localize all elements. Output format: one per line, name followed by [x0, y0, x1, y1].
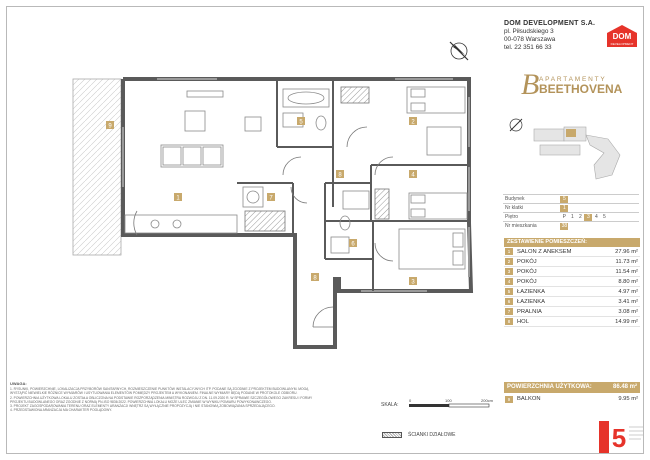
room-row: 3 POKÓJ 11.54 m²: [504, 267, 640, 277]
floor-plan: [7, 7, 497, 377]
rooms-heading: ZESTAWIENIE POMIESZCZEŃ:: [504, 238, 640, 247]
meta-row-unit: Nr mieszkania 38: [503, 222, 639, 231]
scale-label: SKALA:: [381, 402, 399, 408]
room-label-8b: 8: [313, 275, 317, 282]
room-row: 2 POKÓJ 11.73 m²: [504, 257, 640, 267]
total-label: POWIERZCHNIA UŻYTKOWA:: [507, 384, 592, 390]
balcony-row: 9 BALKON 9.95 m²: [504, 394, 640, 404]
svg-text:100: 100: [445, 398, 452, 403]
room-label-2: 2: [411, 119, 415, 126]
unit-info-table: [503, 194, 639, 231]
room-label-4: 4: [411, 172, 415, 179]
developer-phone: tel. 22 351 66 33: [504, 44, 552, 51]
total-area: [504, 382, 640, 393]
room-row: 6 ŁAZIENKA 3.41 m²: [504, 297, 640, 307]
dom-logo: [605, 23, 639, 49]
brand-top: APARTAMENTY: [539, 76, 607, 83]
room-row: 8 HOL 14.99 m²: [504, 317, 640, 327]
developer-info: [504, 20, 595, 52]
inner-walls: [237, 79, 469, 291]
partition-swatch: [382, 432, 402, 438]
room-label-5: 5: [299, 119, 303, 126]
developer-street: pl. Piłsudskiego 3: [504, 28, 554, 35]
room-label-7: 7: [269, 195, 273, 202]
total-value: 86.48 m²: [612, 384, 637, 390]
room-row: 7 PRALNIA 3.08 m²: [504, 307, 640, 317]
notes-block: UWAGA: 1. RYSUNKI, POWIERZCHNIE, LOKALIZACJA PRZYBORÓW SANITARNYCH, ROZMIESZCZENIE PUNKTÓW INSTALACYJNYCH ITP. PODANE SĄ ZGODNIE Z PROJEKTEM BUDOWLANYM. MOGĄ WYSTĄPIĆ NIEWIELKIE RÓŻNICE WYMIARÓW I USYTUOWANIA ELEMENTÓW POMIĘDZY PROJEKTEM A WYKONANIEM. FINALNE WYMIARY BĘDĄ PODANE W PROTOKOLE ODBIORU. 2. POWIERZCHNIA UŻYTKOWA LOKALU ZOSTAŁA OBLICZONA NA PODSTAWIE ROZPORZĄDZENIA MINISTRA ROZWOJU Z DN. 11.09.2020 R. W SPRAWIE SZCZEGÓŁOWEGO ZAKRESU I FORMY PROJEKTU BUDOWLANEGO ORAZ ZGODNIE Z NORMĄ PN-ISO 9836:2022. POWIERZCHNIA LOKALU MOŻE ULEC ZMIANIE W WYNIKU POMIARU POWYKONAWCZEGO. 3. PROJEKT ZAGOSPODAROWANIA TERENU ORAZ ELEMENTY ARANŻACJI WNĘTRZ SĄ WYŁĄCZNIE PROPOZYCJĄ I NIE STANOWIĄ ZOBOWIĄZANIA SPRZEDAJĄCEGO. 4. PRZEDSTAWIONA ARANŻACJA MA CHARAKTER POGLĄDOWY.: [10, 382, 410, 452]
brand-logo: [501, 64, 646, 104]
developer-city: 00-078 Warszawa: [504, 36, 556, 43]
balcony-area: [73, 79, 121, 255]
brand-monogram: B: [521, 68, 540, 101]
award-logo: [597, 419, 645, 455]
site-map: [504, 115, 644, 185]
room-row: 1 SALON Z ANEKSEM 27.96 m²: [504, 247, 640, 257]
site-compass-icon: [510, 119, 522, 131]
room-row: 4 POKÓJ 8.80 m²: [504, 277, 640, 287]
room-label-1: 1: [176, 195, 180, 202]
room-label-6: 6: [351, 241, 355, 248]
svg-text:200cm: 200cm: [481, 398, 494, 403]
scale-graphic: [409, 398, 519, 414]
document-frame: [6, 6, 644, 454]
notes-title: UWAGA:: [10, 381, 27, 386]
legend-label: ŚCIANKI DZIAŁOWE: [408, 432, 456, 438]
room-label-3: 3: [411, 279, 415, 286]
room-row: 5 ŁAZIENKA 4.97 m²: [504, 287, 640, 297]
meta-row-floor: Piętro P 1 2 3 4 5: [503, 213, 639, 222]
dom-logo-sub: DEVELOPMENT: [610, 42, 634, 46]
room-label-8a: 8: [338, 172, 342, 179]
svg-text:5: 5: [611, 423, 627, 453]
brand-bottom: BEETHOVENA: [539, 82, 623, 96]
developer-name: DOM DEVELOPMENT S.A.: [504, 20, 596, 27]
meta-row-stair: Nr klatki 1: [503, 204, 639, 213]
info-panel: [501, 7, 646, 455]
dom-logo-text: DOM: [612, 32, 632, 41]
compass-icon: [450, 42, 468, 60]
rooms-list: [504, 247, 640, 327]
svg-text:0: 0: [409, 398, 412, 403]
legend: [382, 432, 456, 438]
room-label-9: 9: [108, 123, 112, 130]
meta-row-building: Budynek 5: [503, 195, 639, 204]
